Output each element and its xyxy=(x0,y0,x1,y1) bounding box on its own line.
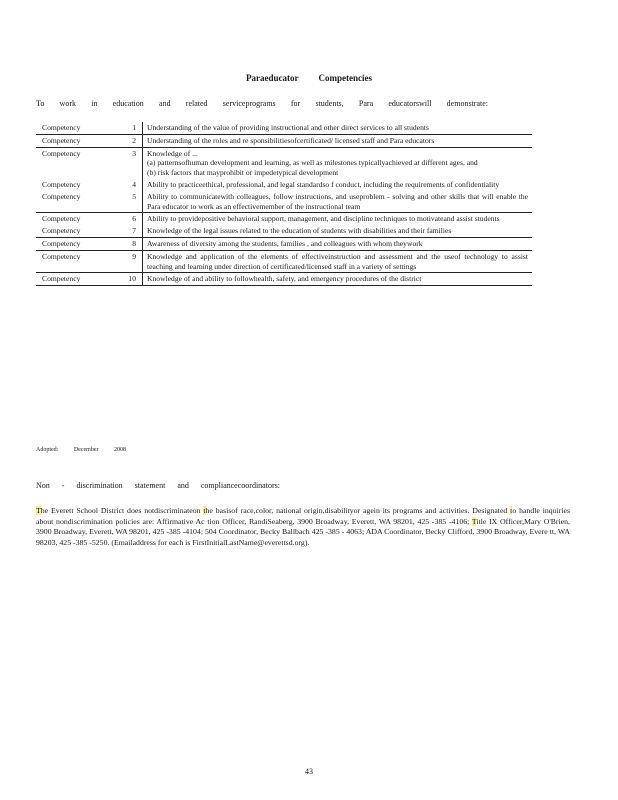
competency-text: Knowledge of and ability to followhealth, safety, and emergency procedures of the district xyxy=(143,273,533,286)
competency-number: 3 xyxy=(132,148,136,158)
competency-label: Competency xyxy=(42,214,81,224)
competency-lead: Knowledge of ... xyxy=(147,148,198,158)
competency-label: Competency xyxy=(42,238,81,248)
intro-text: To work in education and related serviceprograms for students, Para educatorswill demonstrate: xyxy=(36,99,488,108)
competency-text: Awareness of diversity among the students, families , and colleagues with whom theywork xyxy=(143,237,533,250)
table-row xyxy=(36,179,532,191)
competency-number: 7 xyxy=(132,226,136,236)
competency-label: Competency xyxy=(42,179,81,189)
table-row xyxy=(36,213,532,225)
competency-label: Competency xyxy=(42,251,81,261)
highlight-mark: t xyxy=(510,506,513,515)
competency-text: Ability to communicatewith colleagues, follow instructions, and useproblem - solving and other skills that will enable the Para educator to work as an effectivemember of the instructional team xyxy=(143,191,533,213)
nondiscrimination-statement xyxy=(36,506,570,548)
competency-item: (b) risk factors that mayprohibit or impedetypical development xyxy=(147,168,339,178)
table-row xyxy=(36,273,532,286)
competency-number: 8 xyxy=(132,238,136,248)
competency-number: 1 xyxy=(132,123,136,132)
table-row xyxy=(36,237,532,250)
table-row xyxy=(36,191,532,213)
competency-number: 5 xyxy=(132,191,136,201)
competency-number: 2 xyxy=(132,135,136,145)
nondiscrimination-heading: Non - discrimination statement and compliancecoordinators: xyxy=(36,481,280,490)
table-row xyxy=(36,225,532,237)
competency-text: Knowledge and application of the elements of effectiveinstruction and assessment and the useof technology to assist teaching and learning under direction of certificated/licensed staff in a variety of settings xyxy=(143,250,533,273)
competency-label: Competency xyxy=(42,135,81,145)
highlight-mark: t xyxy=(203,506,206,515)
competency-label: Competency xyxy=(42,148,81,158)
table-row xyxy=(36,134,532,147)
statement-text: he Everett School District does notdiscriminateon xyxy=(40,506,204,515)
competency-text xyxy=(143,147,533,179)
adopted-date: Adopted: December 2008 xyxy=(36,447,126,453)
competency-text: Knowledge of the legal issues related to the education of students with disabilities and their families xyxy=(143,225,533,237)
competency-number: 9 xyxy=(132,251,136,261)
highlight-mark: T xyxy=(471,516,477,526)
competency-number: 4 xyxy=(132,179,136,189)
table-row xyxy=(36,250,532,273)
highlight-mark: T xyxy=(36,506,41,515)
competency-text: Understanding of the roles and re sponsibilitiesofcertificated/ licensed staff and Para educators xyxy=(143,134,533,147)
competency-text: Ability to providepositive behavioral support, management, and discipline techniques to motivateand assist students xyxy=(143,213,533,225)
statement-text: itle IX Officer,Mary O'Brien, 3900 Broadway, Everett, WA 98201, 425 -385 -4104; 504 Coordinator, Becky Ballbach 425 -385 - 4063; ADA Coordinator, Becky Clifford, 3900 Broadway, Evere tt, WA 98203, 425 -385 -5250. (Emailaddress for each is FirstInitialLastName@everettsd.org). xyxy=(36,516,570,547)
table-row xyxy=(36,147,532,179)
statement-text: o handle inquiries about nondiscrimination policies are: Affirmative Ac tion Officer, RandiSeaberg, 3900 Broadway, Everett, WA 98201, 425 -385 -4106; xyxy=(36,506,570,526)
competency-text: Understanding of the value of providing instructional and other direct services to all students xyxy=(143,122,533,134)
competency-label: Competency xyxy=(42,191,81,201)
competency-table xyxy=(36,122,532,286)
competency-label: Competency xyxy=(42,123,81,132)
page-title: Paraeducator Competencies xyxy=(245,73,373,83)
competency-number: 10 xyxy=(128,274,136,284)
competency-text: Ability to practiceethical, professional, and legal standardso f conduct, including the requirements of confidentiality xyxy=(143,179,533,191)
competency-label: Competency xyxy=(42,226,81,236)
statement-text: he basisof race,color, national origin,disabilityor agein its programs and activities. Designated xyxy=(205,506,511,515)
competency-label: Competency xyxy=(42,274,81,284)
table-row xyxy=(36,122,532,134)
page-number: 43 xyxy=(305,767,313,776)
competency-number: 6 xyxy=(132,214,136,224)
competency-item: (a) patternsofhuman development and learning, as well as milestones typicallyachieved at different ages, and xyxy=(147,158,478,168)
